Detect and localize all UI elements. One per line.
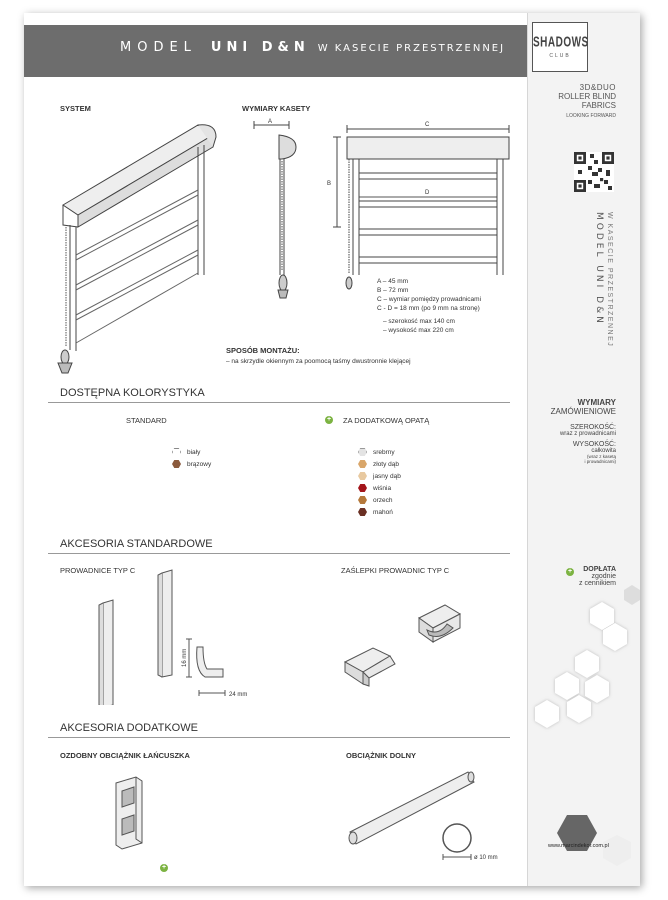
dims-heading-2: ZAMÓWIENIOWE — [550, 407, 616, 416]
website-link[interactable]: www.marcindekor.com.pl — [548, 843, 609, 849]
hexagon-swatch-icon — [358, 448, 367, 457]
hexagon-swatch-icon — [172, 448, 181, 457]
plus-icon: + — [326, 416, 332, 423]
brand-line-3: FABRICS — [581, 101, 616, 110]
logo-main: SHADOWS — [533, 34, 589, 51]
height-note-2: i prowadnicami) — [584, 459, 616, 464]
plus-icon: + — [161, 864, 167, 871]
vertical-subtitle: W KASECIE PRZESTRZENNEJ — [606, 212, 613, 348]
colors-heading: DOSTĘPNA KOLORYSTYKA — [60, 387, 205, 399]
order-dimensions — [551, 398, 616, 464]
color-option — [358, 470, 401, 482]
bottom-weight-drawing — [340, 762, 510, 872]
plus-icon: + — [567, 568, 573, 575]
surcharge-line-1: zgodnie — [591, 573, 616, 580]
color-option — [358, 494, 401, 506]
title-uni: UNI D&N — [210, 40, 310, 55]
guides-label: PROWADNICE TYP C — [60, 566, 136, 575]
hexagon-swatch-icon — [358, 472, 367, 481]
color-name: orzech — [373, 496, 393, 504]
brand-logo — [532, 22, 588, 72]
brand-line-2: ROLLER BLIND — [558, 92, 616, 101]
section-divider — [48, 737, 510, 738]
vertical-title: MODEL UNI D&N — [594, 212, 604, 326]
dim-item: C - D = 18 mm (po 9 mm na stronę) — [377, 305, 480, 312]
color-name: złoty dąb — [373, 460, 400, 468]
chain-weight-label: OZDOBNY OBCIĄŻNIK ŁAŃCUSZKA — [60, 751, 190, 760]
dims-heading: WYMIARY — [577, 398, 616, 407]
color-name: wiśnia — [373, 484, 392, 492]
color-option — [172, 446, 211, 458]
color-name: jasny dąb — [373, 472, 401, 480]
guide-rail-drawing — [95, 565, 255, 705]
dim-c-label: C — [425, 122, 430, 128]
dim-a-label: A — [268, 119, 273, 125]
dim-16-label: 16 mm — [182, 648, 188, 667]
dim-item: B – 72 mm — [377, 287, 409, 294]
section-divider — [48, 402, 510, 403]
cassette-label: WYMIARY KASETY — [242, 104, 311, 113]
color-name: mahoń — [373, 508, 393, 516]
cassette-profile-drawing — [244, 115, 314, 315]
hexagon-swatch-icon — [358, 484, 367, 493]
hexagon-swatch-icon — [358, 496, 367, 505]
color-name: brązowy — [187, 460, 212, 468]
dim-item: C – wymiar pomiędzy prowadnicami — [377, 296, 482, 303]
hexagon-swatch-icon — [358, 460, 367, 469]
dim-d-label: D — [425, 190, 430, 196]
system-drawing — [48, 115, 218, 375]
dim-item: A – 45 mm — [377, 278, 409, 285]
dim-10-label: ø 10 mm — [474, 855, 498, 861]
hexagon-swatch-icon — [358, 508, 367, 517]
color-name: srebrny — [373, 448, 395, 456]
color-option — [172, 458, 211, 470]
dim-extra: – szerokość max 140 cm — [383, 318, 455, 325]
title-model: MODEL — [120, 40, 197, 55]
standard-color-list — [172, 446, 211, 470]
guide-caps-drawing — [335, 600, 475, 690]
bottom-weight-label: OBCIĄŻNIK DOLNY — [346, 751, 416, 760]
height-value: całkowita — [591, 448, 616, 454]
section-divider — [48, 553, 510, 554]
std-accessories-heading: AKCESORIA STANDARDOWE — [60, 538, 213, 550]
brand-line-4: LOOKING FORWARD — [566, 113, 616, 119]
title-subtitle: W KASECIE PRZESTRZENNEJ — [317, 43, 506, 54]
dim-b-label: B — [327, 181, 332, 187]
extra-accessories-heading: AKCESORIA DODATKOWE — [60, 722, 198, 734]
logo-sub: CLUB — [549, 53, 571, 59]
surcharge-line-2: z cennikiem — [579, 580, 616, 587]
cassette-front-drawing — [325, 115, 515, 295]
standard-colors-label: STANDARD — [126, 416, 167, 425]
dim-extra: – wysokość max 220 cm — [383, 327, 454, 334]
extra-colors-label: ZA DODATKOWĄ OPATĄ — [343, 416, 430, 425]
dim-24-label: 24 mm — [229, 692, 248, 698]
cassette-dimensions-list — [377, 277, 481, 335]
caps-label: ZAŚLEPKI PROWADNIC TYP C — [341, 566, 450, 575]
color-option — [358, 446, 401, 458]
brand-line-1: 3D&DUO — [579, 83, 616, 92]
surcharge-title: DOPŁATA — [583, 566, 616, 573]
system-label: SYSTEM — [60, 104, 91, 113]
color-option — [358, 506, 401, 518]
height-label: WYSOKOŚĆ: — [572, 441, 616, 448]
extra-color-list — [358, 446, 401, 518]
hexagon-swatch-icon — [172, 460, 181, 469]
color-option — [358, 482, 401, 494]
color-option — [358, 458, 401, 470]
qr-code-icon — [574, 152, 614, 192]
mounting-description: – na skrzydle okiennym za poomocą taśmy dwustronnie klejącej — [226, 358, 411, 365]
width-label: SZEROKOŚĆ: — [570, 424, 616, 431]
page-title — [120, 40, 505, 55]
hexagon-pattern — [527, 570, 664, 890]
width-value: wraz z prowadnicami — [559, 431, 616, 437]
height-note-1: (wraz z kasetą — [586, 454, 616, 459]
color-name: biały — [187, 448, 201, 456]
chain-weight-drawing — [108, 773, 158, 853]
mounting-title: SPOSÓB MONTAŻU: — [226, 346, 300, 355]
brand-tagline — [558, 83, 616, 119]
